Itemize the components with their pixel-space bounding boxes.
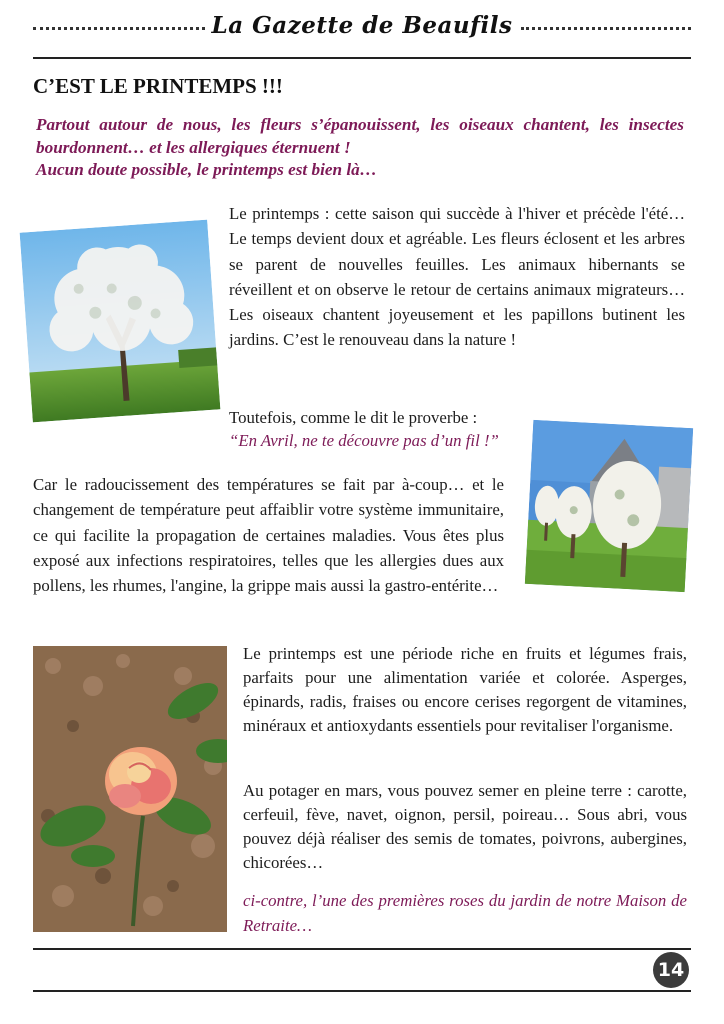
masthead-dots-right xyxy=(521,27,691,30)
header-rule xyxy=(33,57,691,59)
footer-rule-bottom xyxy=(33,990,691,992)
page-number-badge: 14 xyxy=(653,952,689,988)
article-title: C’EST LE PRINTEMPS !!! xyxy=(33,74,283,98)
blossom-tree-photo xyxy=(20,220,221,423)
paragraph-spring-intro: Le printemps : cette saison qui succède à l'hiver et précède l'été… Le temps devient doux et agréable. Les fleurs éclosent et les arbres se parent de nouvelles feuilles. Les animaux hibernants se réveillent et on observe le retour de certains animaux migrateurs… Les oiseaux chantent joyeusement et les papillons butinent les jardins. C’est le renouveau dans la nature ! xyxy=(229,204,685,350)
paragraph-fruits-vegetables: Le printemps est une période riche en fruits et légumes frais, parfaits pour une alimentation variée et colorée. Asperges, épinards, radis, fraises ou encore cerises regorgent de vitamines, minéraux et antioxydants essentiels pour revitaliser l'organisme. xyxy=(243,644,687,735)
masthead-dots-left xyxy=(33,27,205,30)
footer-rule-top xyxy=(33,948,691,950)
masthead-title: La Gazette de Beaufils xyxy=(211,12,513,39)
article-intro xyxy=(36,114,684,182)
proverb-quote: “En Avril, ne te découvre pas d’un fil !” xyxy=(229,431,499,450)
church-trees-photo xyxy=(525,420,693,592)
intro-line-2: Aucun doute possible, le printemps est bien là… xyxy=(36,160,377,179)
rose-photo xyxy=(33,646,227,932)
paragraph-garden: Au potager en mars, vous pouvez semer en pleine terre : carotte, cerfeuil, fève, navet, oignon, persil, poireau… Sous abri, vous pouvez déjà réaliser des semis de tomates, poivrons, aubergines, chicorées… xyxy=(243,781,687,872)
paragraph-health: Car le radoucissement des températures se fait par à-coup… et le changement de température peut affaiblir votre système immunitaire, ce qui facilite la propagation de certaines maladies. Vous êtes plus exposé aux infections respiratoires, telles que les allergies dues aux pollens, les rhumes, l'angine, la grippe mais aussi la gastro-entérite… xyxy=(33,475,504,596)
proverb-intro: Toutefois, comme le dit le proverbe : xyxy=(229,408,478,427)
rose-caption: ci-contre, l’une des premières roses du jardin de notre Maison de Retraite… xyxy=(243,891,687,935)
intro-line-1: Partout autour de nous, les fleurs s’épanouissent, les oiseaux chantent, les insectes bourdonnent… et les allergiques éternuent ! xyxy=(36,115,684,157)
